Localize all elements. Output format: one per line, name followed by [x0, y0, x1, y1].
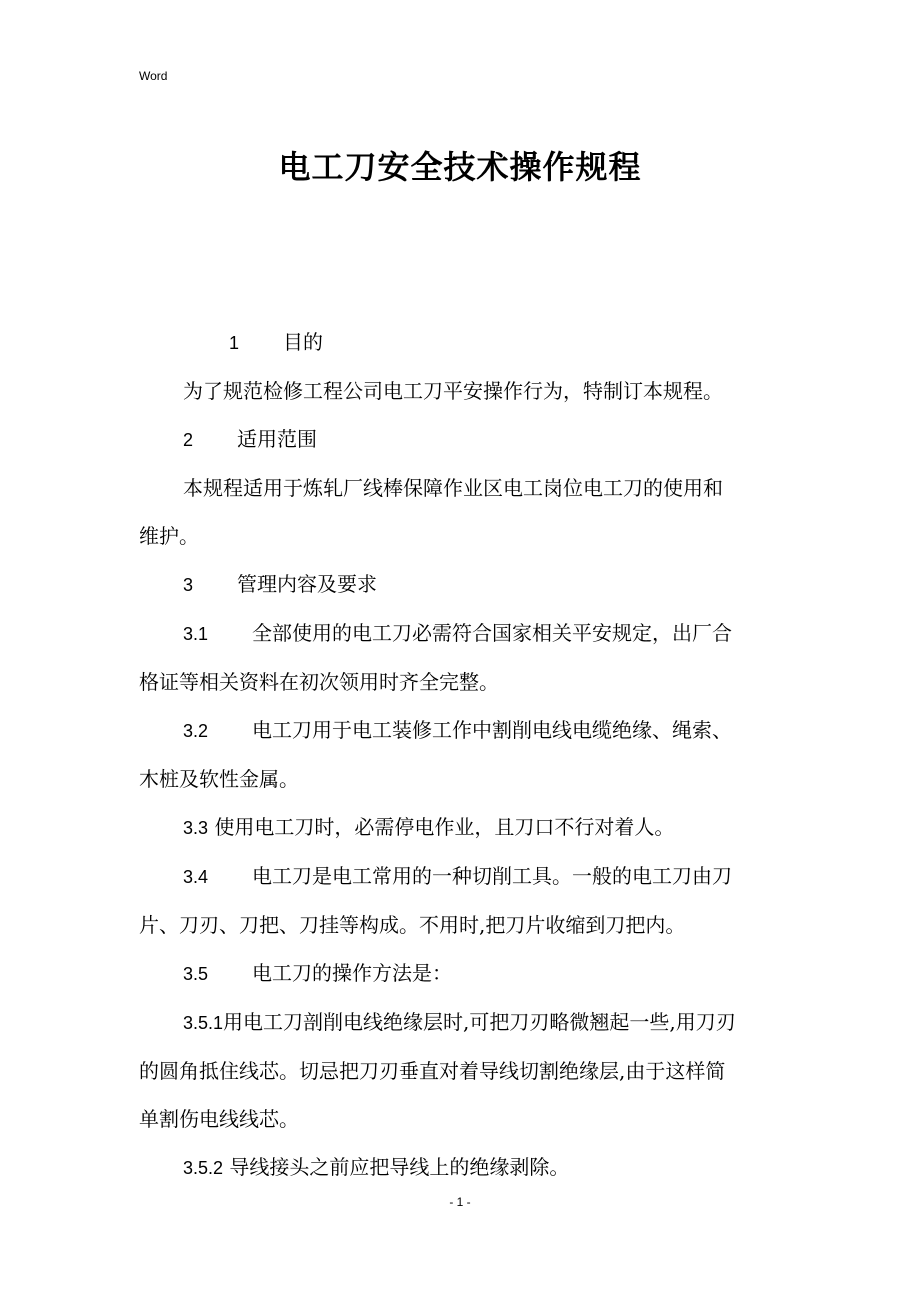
clause-number: 3.3 — [183, 818, 209, 838]
section-title: 管理内容及要求 — [237, 572, 378, 596]
page-number: - 1 - — [449, 1195, 471, 1209]
section-title: 适用范围 — [237, 427, 318, 451]
clause-3-5 — [139, 949, 784, 998]
paragraph-line: 片、刀刃、刀把、刀挂等构成。不用时,把刀片收缩到刀把内。 — [139, 913, 686, 937]
clause-text: 电工刀是电工常用的一种切削工具。一般的电工刀由刀 — [252, 864, 733, 888]
section-number: 3 — [183, 575, 194, 595]
clause-number: 3.1 — [183, 624, 209, 644]
section-title: 目的 — [283, 330, 324, 354]
document-body — [139, 318, 784, 1192]
paragraph-line: 格证等相关资料在初次领用时齐全完整。 — [139, 670, 499, 694]
clause-3-5-2 — [139, 1143, 784, 1192]
clause-number: 3.5.2 — [183, 1158, 224, 1178]
clause-number: 3.2 — [183, 721, 209, 741]
section-number: 2 — [183, 430, 194, 450]
section-heading-3 — [139, 560, 784, 609]
paragraph-line: 维护。 — [139, 524, 199, 548]
paragraph-line: 木桩及软性金属。 — [139, 767, 299, 791]
clause-number: 3.4 — [183, 867, 209, 887]
header-label: Word — [139, 69, 168, 83]
clause-text: 导线接头之前应把导线上的绝缘剥除。 — [229, 1155, 570, 1179]
document-title: 电工刀安全技术操作规程 — [278, 148, 642, 186]
paragraph-line: 单割伤电线线芯。 — [139, 1107, 299, 1131]
clause-text: 电工刀用于电工装修工作中割削电线电缆绝缘、绳索、 — [252, 718, 733, 742]
clause-3-4 — [139, 852, 784, 901]
section-heading-2 — [139, 415, 784, 464]
clause-text: 全部使用的电工刀必需符合国家相关平安规定，出厂合 — [252, 621, 733, 645]
clause-number: 3.5 — [183, 964, 209, 984]
clause-text: 电工刀的操作方法是： — [252, 961, 453, 985]
section-number: 1 — [229, 333, 240, 353]
clause-text: 用电工刀剖削电线绝缘层时,可把刀刃略微翘起一些,用刀刃 — [223, 1010, 736, 1034]
clause-number: 3.5.1 — [183, 1013, 224, 1033]
paragraph-line: 的圆角抵住线芯。切忌把刀刃垂直对着导线切割绝缘层,由于这样简 — [139, 1059, 726, 1083]
clause-3-1 — [139, 609, 784, 658]
clause-text: 使用电工刀时，必需停电作业，且刀口不行对着人。 — [214, 815, 675, 839]
clause-3-3 — [139, 803, 784, 852]
clause-3-5-1 — [139, 998, 784, 1047]
section-heading-1 — [139, 318, 784, 367]
paragraph: 为了规范检修工程公司电工刀平安操作行为，特制订本规程。 — [183, 379, 723, 403]
clause-3-2 — [139, 706, 784, 755]
paragraph-line: 本规程适用于炼轧厂线棒保障作业区电工岗位电工刀的使用和 — [183, 476, 723, 500]
